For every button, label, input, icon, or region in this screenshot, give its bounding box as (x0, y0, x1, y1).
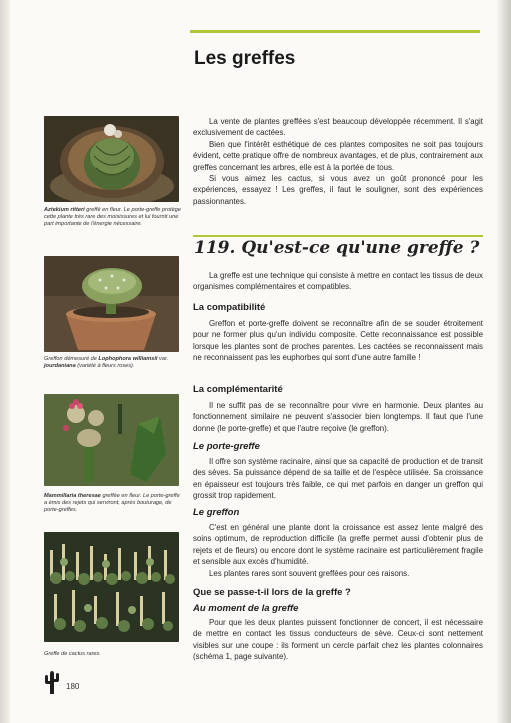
comp-section (193, 400, 483, 434)
comp-paragraph: Il ne suffit pas de se reconnaître pour vivre en harmonie. Deux plantes au fonctionnement similaire ne peuvent s'associer bien longtemps. Il faut que l'une donne (le porte-greffe) et que l'autre reçoive (le greffon). (193, 401, 483, 433)
photo-aztekium (44, 116, 179, 202)
caption-2-variety: jourdaniana (44, 363, 76, 370)
heading-complementarite: La complémentarité (193, 384, 283, 395)
question-rule (193, 235, 483, 237)
caption-1-plant-name: Aztekium ritteri (44, 207, 85, 213)
porte-greffe-section (193, 456, 483, 502)
caption-2-text: (variété à fleurs roses). (75, 363, 135, 370)
caption-2-prefix: Greffon démesuré de (44, 356, 99, 362)
page-title: Les greffes (194, 48, 296, 69)
intro-paragraph: La vente de plantes greffées s'est beaucoup développée récemment. Il s'agit exclusivement de cactées. (193, 117, 483, 138)
greffon-paragraph: Les plantes rares sont souvent greffées pour ces raisons. (209, 568, 410, 578)
intro-paragraph: Bien que l'intérêt esthétique de ces plantes composites ne soit pas toujours évident, cette pratique offre de nombreux avantages, et de plus, contrairement aux greffes concernant les arbres, elle est à la portée de tous. (193, 139, 483, 172)
caption-3-plant-name: Mammillaria theresae (44, 493, 101, 499)
moment-paragraph: Pour que les deux plantes puissent fonctionner de concert, il est nécessaire de mettre en contact les tissus conducteurs de sève. Ceux-ci sont nettement visibles sur une coupe : ils forment un cercle parfait chez les plantes colonnaires (schéma 1, page suivante). (193, 618, 483, 662)
heading-porte-greffe: Le porte-greffe (193, 441, 260, 452)
photo-lophophora (44, 256, 179, 352)
caption-3-text: greffée en fleur. Le porte-greffe a émis des rejets qui serviront, après bouturage, de porte-greffes. (44, 493, 180, 514)
photo-mammillaria (44, 394, 179, 486)
intro-paragraph: Si vous aimez les cactus, si vous avez un goût prononcé pour les expériences, essayez ! Les greffes, il faut le souligner, sont des expériences passionnantes. (193, 174, 483, 206)
question-title: 119. Qu'est-ce qu'une greffe ? (194, 238, 480, 258)
compat-paragraph: Greffon et porte-greffe doivent se reconnaître afin de se souder étroitement pour ne former plus qu'un individu composite. Cette reconnaissance est possible lorsque les plantes sont de proches parentes. Les cactées se reconnaissent mais ne reconnaissent pas les euphorbes qui sont d'une autre famille ! (193, 319, 483, 363)
moment-section (193, 617, 483, 663)
heading-compatibilite: La compatibilité (193, 302, 266, 313)
question-intro (193, 270, 483, 293)
greffon-section (193, 522, 483, 579)
heading-que-se-passe: Que se passe-t-il lors de la greffe ? (193, 587, 351, 598)
book-spine-shadow (0, 0, 10, 723)
photo-grafted-cacti (44, 532, 179, 642)
page-edge-shadow (497, 0, 511, 723)
porte-greffe-paragraph: Il offre son système racinaire, ainsi que sa capacité de production et de transit des sèves. Sa puissance dépend de sa taille et de l'espèce utilisée. Sa croissance en épaisseur est toujours très faible, ce qui met parfois en danger un greffon qui grossit trop rapidement. (193, 457, 483, 501)
greffon-paragraph: C'est en général une plante dont la croissance est assez lente malgré des soins optimum, de reproduction difficile (la greffe permet aussi d'obtenir plus de rejets et de fleurs) ou encore dont le système racinaire est particulièrement fragile et sensible aux excès d'humidité. (193, 523, 483, 567)
heading-greffon: Le greffon (193, 507, 240, 518)
cactus-icon (44, 670, 60, 694)
caption-1-text: greffé en fleur. Le porte-greffe protège cette plante très rare des moisissures et lui fournit une part importante de l'énergie nécessaire. (44, 207, 181, 228)
caption-photo-4: Greffe de cactus rares. (44, 651, 101, 657)
caption-photo-1 (44, 207, 184, 229)
page-number: 180 (66, 682, 80, 691)
caption-photo-2 (44, 356, 184, 370)
question-intro-paragraph: La greffe est une technique qui consiste à mettre en contact les tissus de deux organismes complémentaires et compatibles. (193, 271, 484, 292)
top-rule (190, 30, 480, 33)
compat-section (193, 318, 483, 364)
heading-moment-greffe: Au moment de la greffe (193, 603, 299, 614)
caption-2-plant-name: Lophophora williamsii (98, 356, 158, 362)
caption-photo-3 (44, 493, 184, 515)
intro-text (193, 116, 483, 207)
caption-2-var-label: var. (157, 356, 169, 362)
